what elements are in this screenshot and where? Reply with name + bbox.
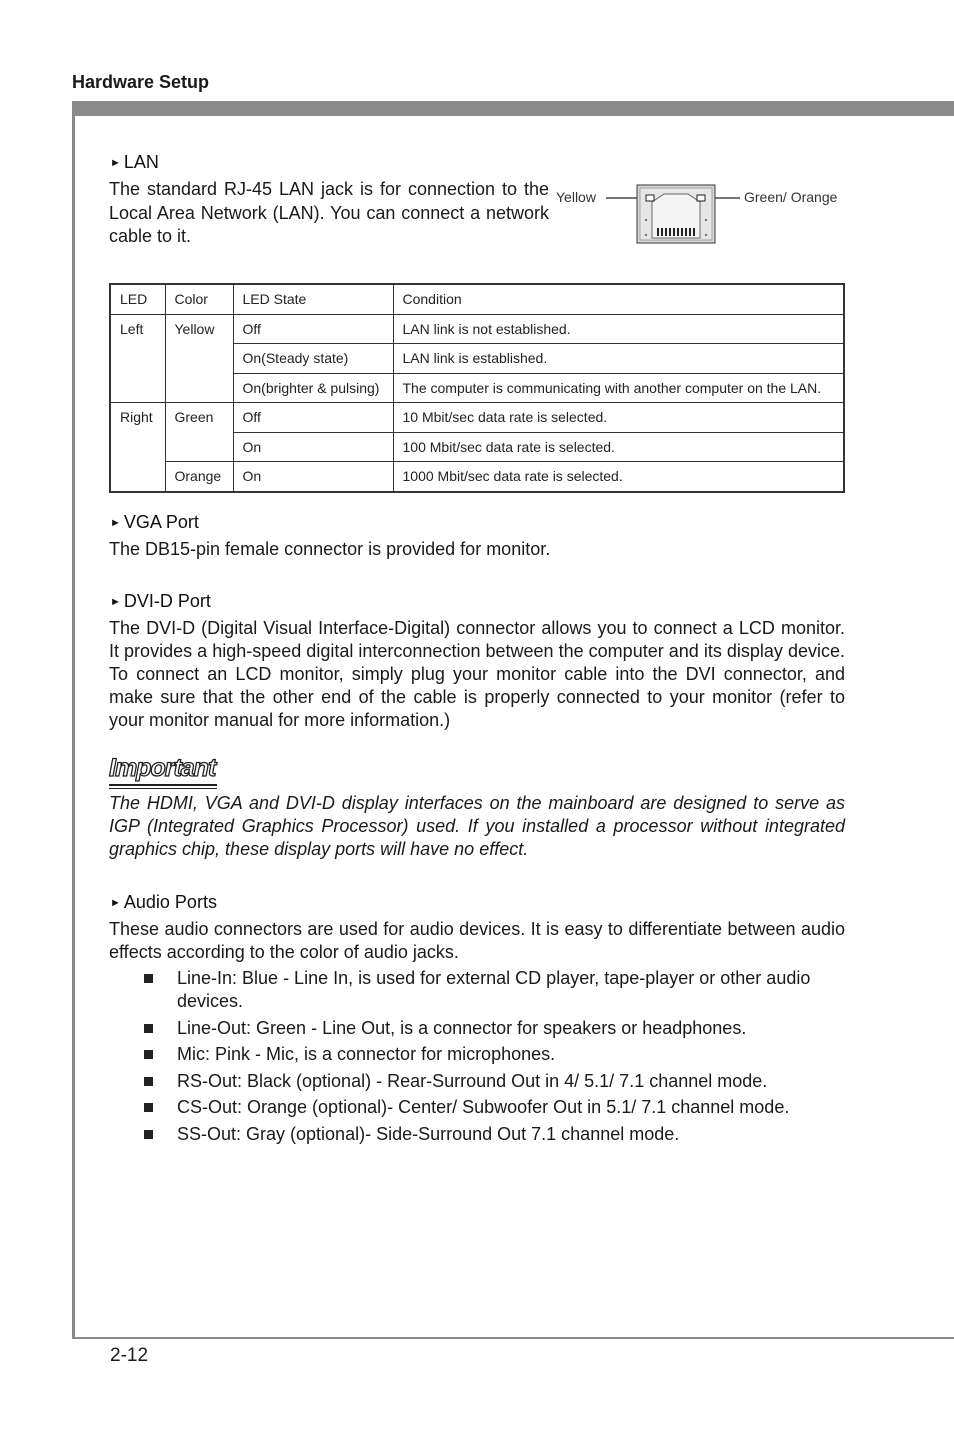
- table-row: [110, 314, 844, 344]
- table-cell: The computer is communicating with another computer on the LAN.: [393, 373, 844, 403]
- table-cell: On(brighter & pulsing): [233, 373, 393, 403]
- dvi-description: The DVI-D (Digital Visual Interface-Digital) connector allows you to connect a LCD monitor. It provides a high-speed digital interconnection between the computer and its display device. To connect an LCD monitor, simply plug your monitor cable into the DVI connector, and make sure that the other end of the cable is properly connected to your monitor (refer to your monitor manual for more information.): [109, 618, 845, 730]
- table-row: [110, 462, 844, 492]
- table-cell: 100 Mbit/sec data rate is selected.: [393, 432, 844, 462]
- square-bullet-icon: [144, 974, 153, 983]
- table-header-cell: Color: [165, 284, 233, 314]
- important-underline: [109, 784, 217, 786]
- square-bullet-icon: [144, 1050, 153, 1059]
- square-bullet-icon: [144, 1103, 153, 1112]
- table-cell: Left: [110, 314, 165, 403]
- led-label-green-orange: Green/ Orange: [744, 189, 838, 205]
- list-item: CS-Out: Orange (optional)- Center/ Subwoofer Out in 5.1/ 7.1 channel mode.: [140, 1096, 845, 1119]
- square-bullet-icon: [144, 1077, 153, 1086]
- audio-section-title: ► Audio Ports: [110, 892, 217, 912]
- important-underline: [109, 788, 217, 789]
- bullet-triangle-icon: ►: [110, 517, 121, 529]
- table-cell: 1000 Mbit/sec data rate is selected.: [393, 462, 844, 492]
- lan-section-title: ► LAN: [110, 152, 159, 172]
- lan-led-table: [109, 283, 845, 493]
- table-cell: Orange: [165, 462, 233, 492]
- table-header-cell: Condition: [393, 284, 844, 314]
- important-heading: Important: [109, 754, 216, 782]
- header-bar: [72, 101, 954, 116]
- vga-section-title: ► VGA Port: [110, 512, 199, 532]
- table-cell: On: [233, 462, 393, 492]
- bullet-triangle-icon: ►: [110, 157, 121, 169]
- page-number: 2-12: [110, 1345, 149, 1366]
- table-cell: Green: [165, 403, 233, 462]
- list-item: Mic: Pink - Mic, is a connector for microphones.: [140, 1043, 845, 1066]
- led-label-yellow: Yellow: [556, 189, 596, 205]
- table-cell: Yellow: [165, 314, 233, 403]
- table-header-cell: LED: [110, 284, 165, 314]
- square-bullet-icon: [144, 1024, 153, 1033]
- square-bullet-icon: [144, 1130, 153, 1139]
- audio-description: These audio connectors are used for audio devices. It is easy to differentiate between audio effects according to the color of audio jacks.: [109, 919, 845, 962]
- table-cell: Right: [110, 403, 165, 492]
- table-cell: Off: [233, 314, 393, 344]
- table-cell: LAN link is not established.: [393, 314, 844, 344]
- footer-rule: [72, 1337, 954, 1339]
- bullet-triangle-icon: ►: [110, 596, 121, 608]
- table-row: [110, 403, 844, 433]
- vga-description: The DB15-pin female connector is provided for monitor.: [109, 539, 551, 559]
- left-margin-rule: [72, 101, 75, 1339]
- list-item: RS-Out: Black (optional) - Rear-Surround Out in 4/ 5.1/ 7.1 channel mode.: [140, 1070, 845, 1093]
- table-cell: On: [233, 432, 393, 462]
- page-header: Hardware Setup: [72, 72, 210, 92]
- table-cell: LAN link is established.: [393, 344, 844, 374]
- bullet-triangle-icon: ►: [110, 897, 121, 909]
- rj45-jack-icon: [600, 180, 745, 246]
- important-note: The HDMI, VGA and DVI-D display interfaces on the mainboard are designed to serve as IGP (Integrated Graphics Processor) used. If you installed a processor without integrated graphics chip, these display ports will have no effect.: [109, 793, 845, 859]
- table-header-row: [110, 284, 844, 314]
- lan-description: The standard RJ-45 LAN jack is for connection to the Local Area Network (LAN). You can connect a network cable to it.: [109, 179, 549, 246]
- audio-port-list: [140, 967, 845, 1150]
- list-item: Line-Out: Green - Line Out, is a connector for speakers or headphones.: [140, 1017, 845, 1040]
- dvi-section-title: ► DVI-D Port: [110, 591, 211, 611]
- table-cell: 10 Mbit/sec data rate is selected.: [393, 403, 844, 433]
- table-header-cell: LED State: [233, 284, 393, 314]
- list-item: Line-In: Blue - Line In, is used for external CD player, tape-player or other audio devices.: [140, 967, 845, 1013]
- table-cell: Off: [233, 403, 393, 433]
- list-item: SS-Out: Gray (optional)- Side-Surround Out 7.1 channel mode.: [140, 1123, 845, 1146]
- table-cell: On(Steady state): [233, 344, 393, 374]
